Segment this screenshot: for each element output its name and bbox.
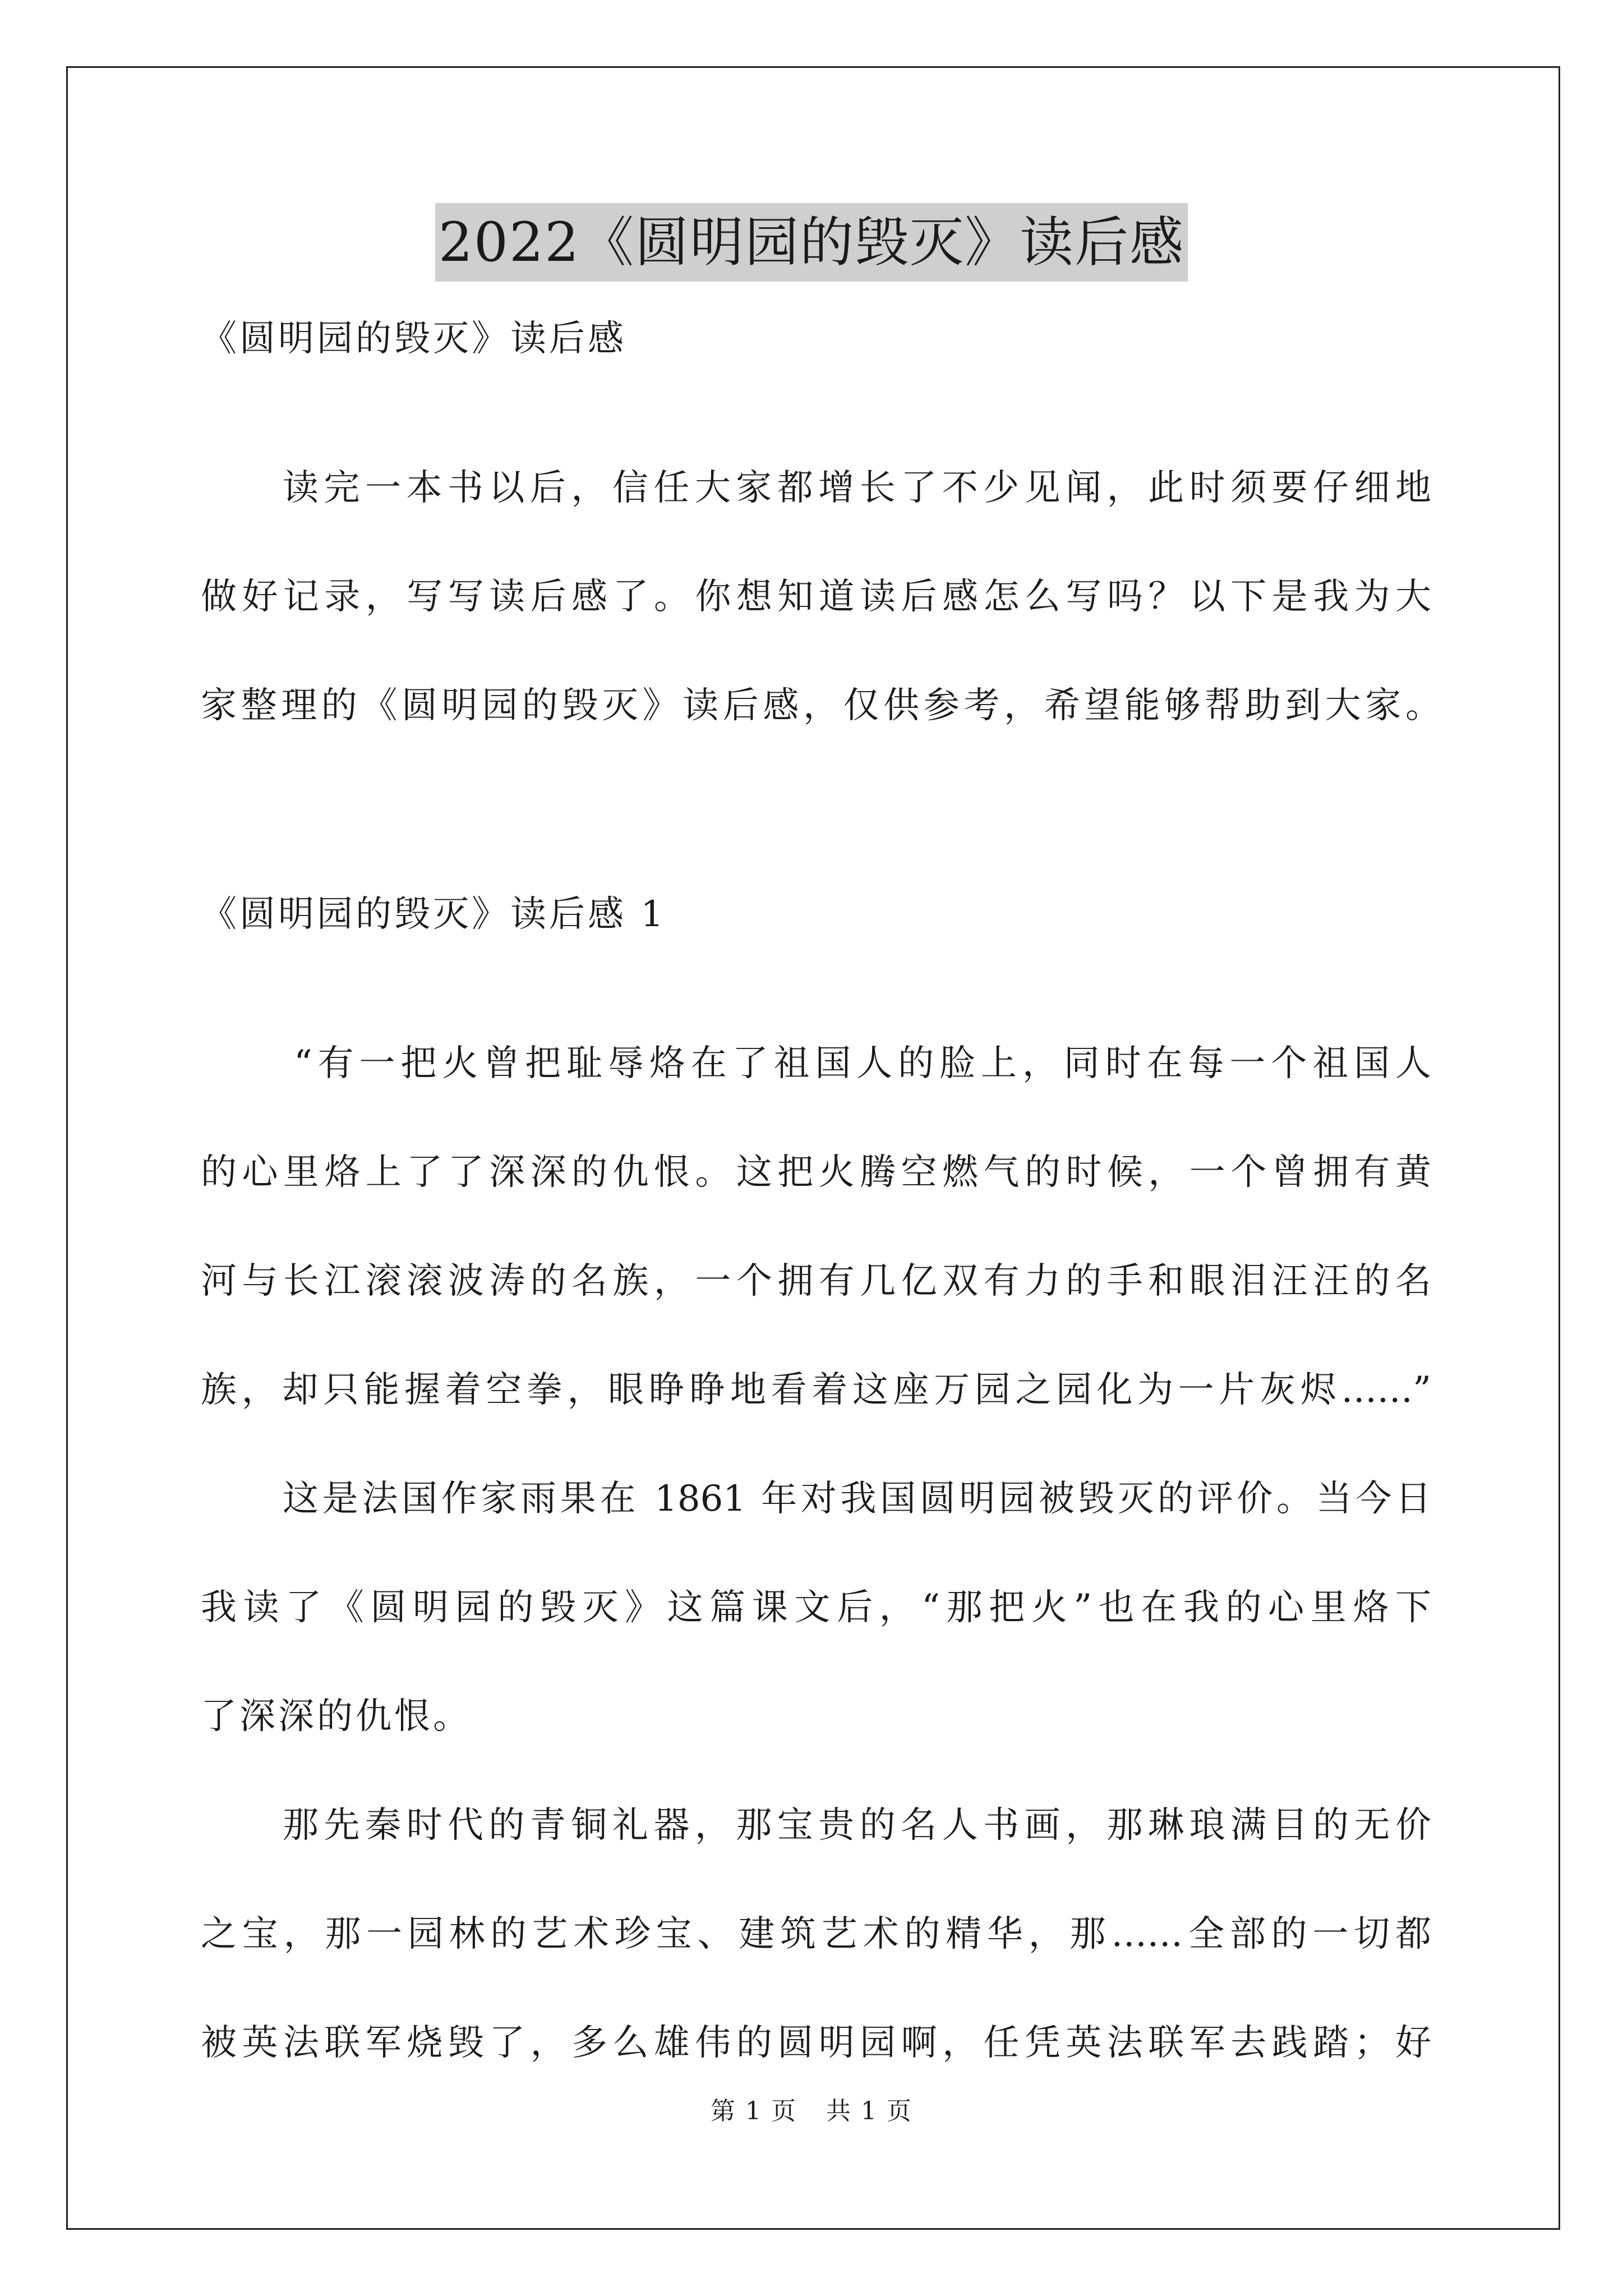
section1-line-2: 的心里烙上了了深深的仇恨。这把火腾空燃气的时候，一个曾拥有黄 bbox=[201, 1152, 1431, 1193]
document-title: 2022《圆明园的毁灭》读后感 bbox=[435, 203, 1188, 282]
intro-line-2: 做好记录，写写读后感了。你想知道读后感怎么写吗？以下是我为大 bbox=[201, 576, 1431, 618]
section1-line-9: 之宝，那一园林的艺术珍宝、建筑艺术的精华，那……全部的一切都 bbox=[201, 1913, 1431, 1955]
page-footer bbox=[0, 2096, 1623, 2127]
section1-line-4: 族，却只能握着空拳，眼睁睁地看着这座万园之园化为一片灰烬……” bbox=[201, 1369, 1431, 1411]
intro-line-3: 家整理的《圆明园的毁灭》读后感，仅供参考，希望能够帮助到大家。 bbox=[201, 685, 1441, 726]
section1-line-3: 河与长江滚滚波涛的名族，一个拥有几亿双有力的手和眼泪汪汪的名 bbox=[201, 1260, 1431, 1302]
section1-line-6: 我读了《圆明园的毁灭》这篇课文后，“那把火”也在我的心里烙下 bbox=[201, 1587, 1431, 1628]
section1-line-10: 被英法联军烧毁了，多么雄伟的圆明园啊，任凭英法联军去践踏；好 bbox=[201, 2022, 1431, 2064]
section1-line-7: 了深深的仇恨。 bbox=[201, 1696, 472, 1737]
section1-line-5: 这是法国作家雨果在 1861 年对我国圆明园被毁灭的评价。当今日 bbox=[283, 1478, 1431, 1520]
title-container bbox=[0, 203, 1623, 282]
page-border bbox=[66, 66, 1560, 2230]
page-total: 共 1 页 bbox=[826, 2097, 912, 2125]
section1-heading: 《圆明园的毁灭》读后感 1 bbox=[201, 894, 667, 935]
section1-line-1: “有一把火曾把耻辱烙在了祖国人的脸上，同时在每一个祖国人 bbox=[294, 1043, 1431, 1084]
section1-line-8: 那先秦时代的青铜礼器，那宝贵的名人书画，那琳琅满目的无价 bbox=[283, 1805, 1431, 1846]
page-number: 第 1 页 bbox=[711, 2097, 797, 2125]
subtitle: 《圆明园的毁灭》读后感 bbox=[201, 318, 626, 360]
intro-line-1: 读完一本书以后，信任大家都增长了不少见闻，此时须要仔细地 bbox=[283, 467, 1431, 509]
